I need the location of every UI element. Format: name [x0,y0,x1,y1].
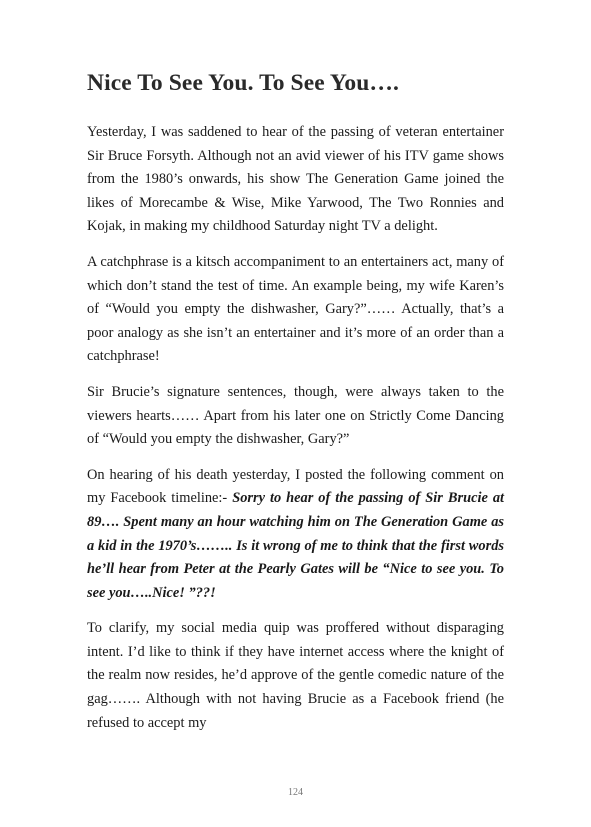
chapter-title: Nice To See You. To See You…. [87,70,399,96]
paragraph-2: A catchphrase is a kitsch accompaniment to an entertainers act, many of which don’t stand the test of time. An example being, my wife Karen’s of “Would you empty the dishwasher, Gary?”…… Actually, that’s a poor analogy as she isn’t an entertainer and it’s more of an order than a catchphrase! [87,253,504,365]
paragraph-1: Yesterday, I was saddened to hear of the passing of veteran entertainer Sir Bruce Forsyth. Although not an avid viewer of his ITV game shows from the 1980’s onwards, his show The Generation Game joined the likes of Morecambe & Wise, Mike Yarwood, The Two Ronnies and Kojak, in making my childhood Saturday night TV a delight. [87,124,504,235]
paragraph-4 [87,464,504,606]
facebook-intro: On hearing of his death yesterday, I posted the following comment on my Facebook timeline:- [87,466,504,507]
paragraph-3: Sir Brucie’s signature sentences, though, were always taken to the viewers hearts…… Apart from his later one on Strictly Come Dancing of “Would you empty the dishwasher, Gary?” [87,383,504,448]
paragraph-5: To clarify, my social media quip was proffered without disparaging intent. I’d like to think if they have internet access where the knight of the realm now resides, he’d approve of the gentle comedic nature of the gag……. Although with not having Brucie as a Facebook friend (he refused to accept my [87,620,504,731]
page-number: 124 [288,787,303,798]
facebook-quote: Sorry to hear of the passing of Sir Brucie at 89…. Spent many an hour watching him on The Generation Game as a kid in the 1970’s…….. Is it wrong of me to think that the first words he’ll hear from Peter at the Pearly Gates will be “Nice to see you. To see you…..Nice! ”??! [87,490,505,601]
chapter-body [87,121,504,735]
